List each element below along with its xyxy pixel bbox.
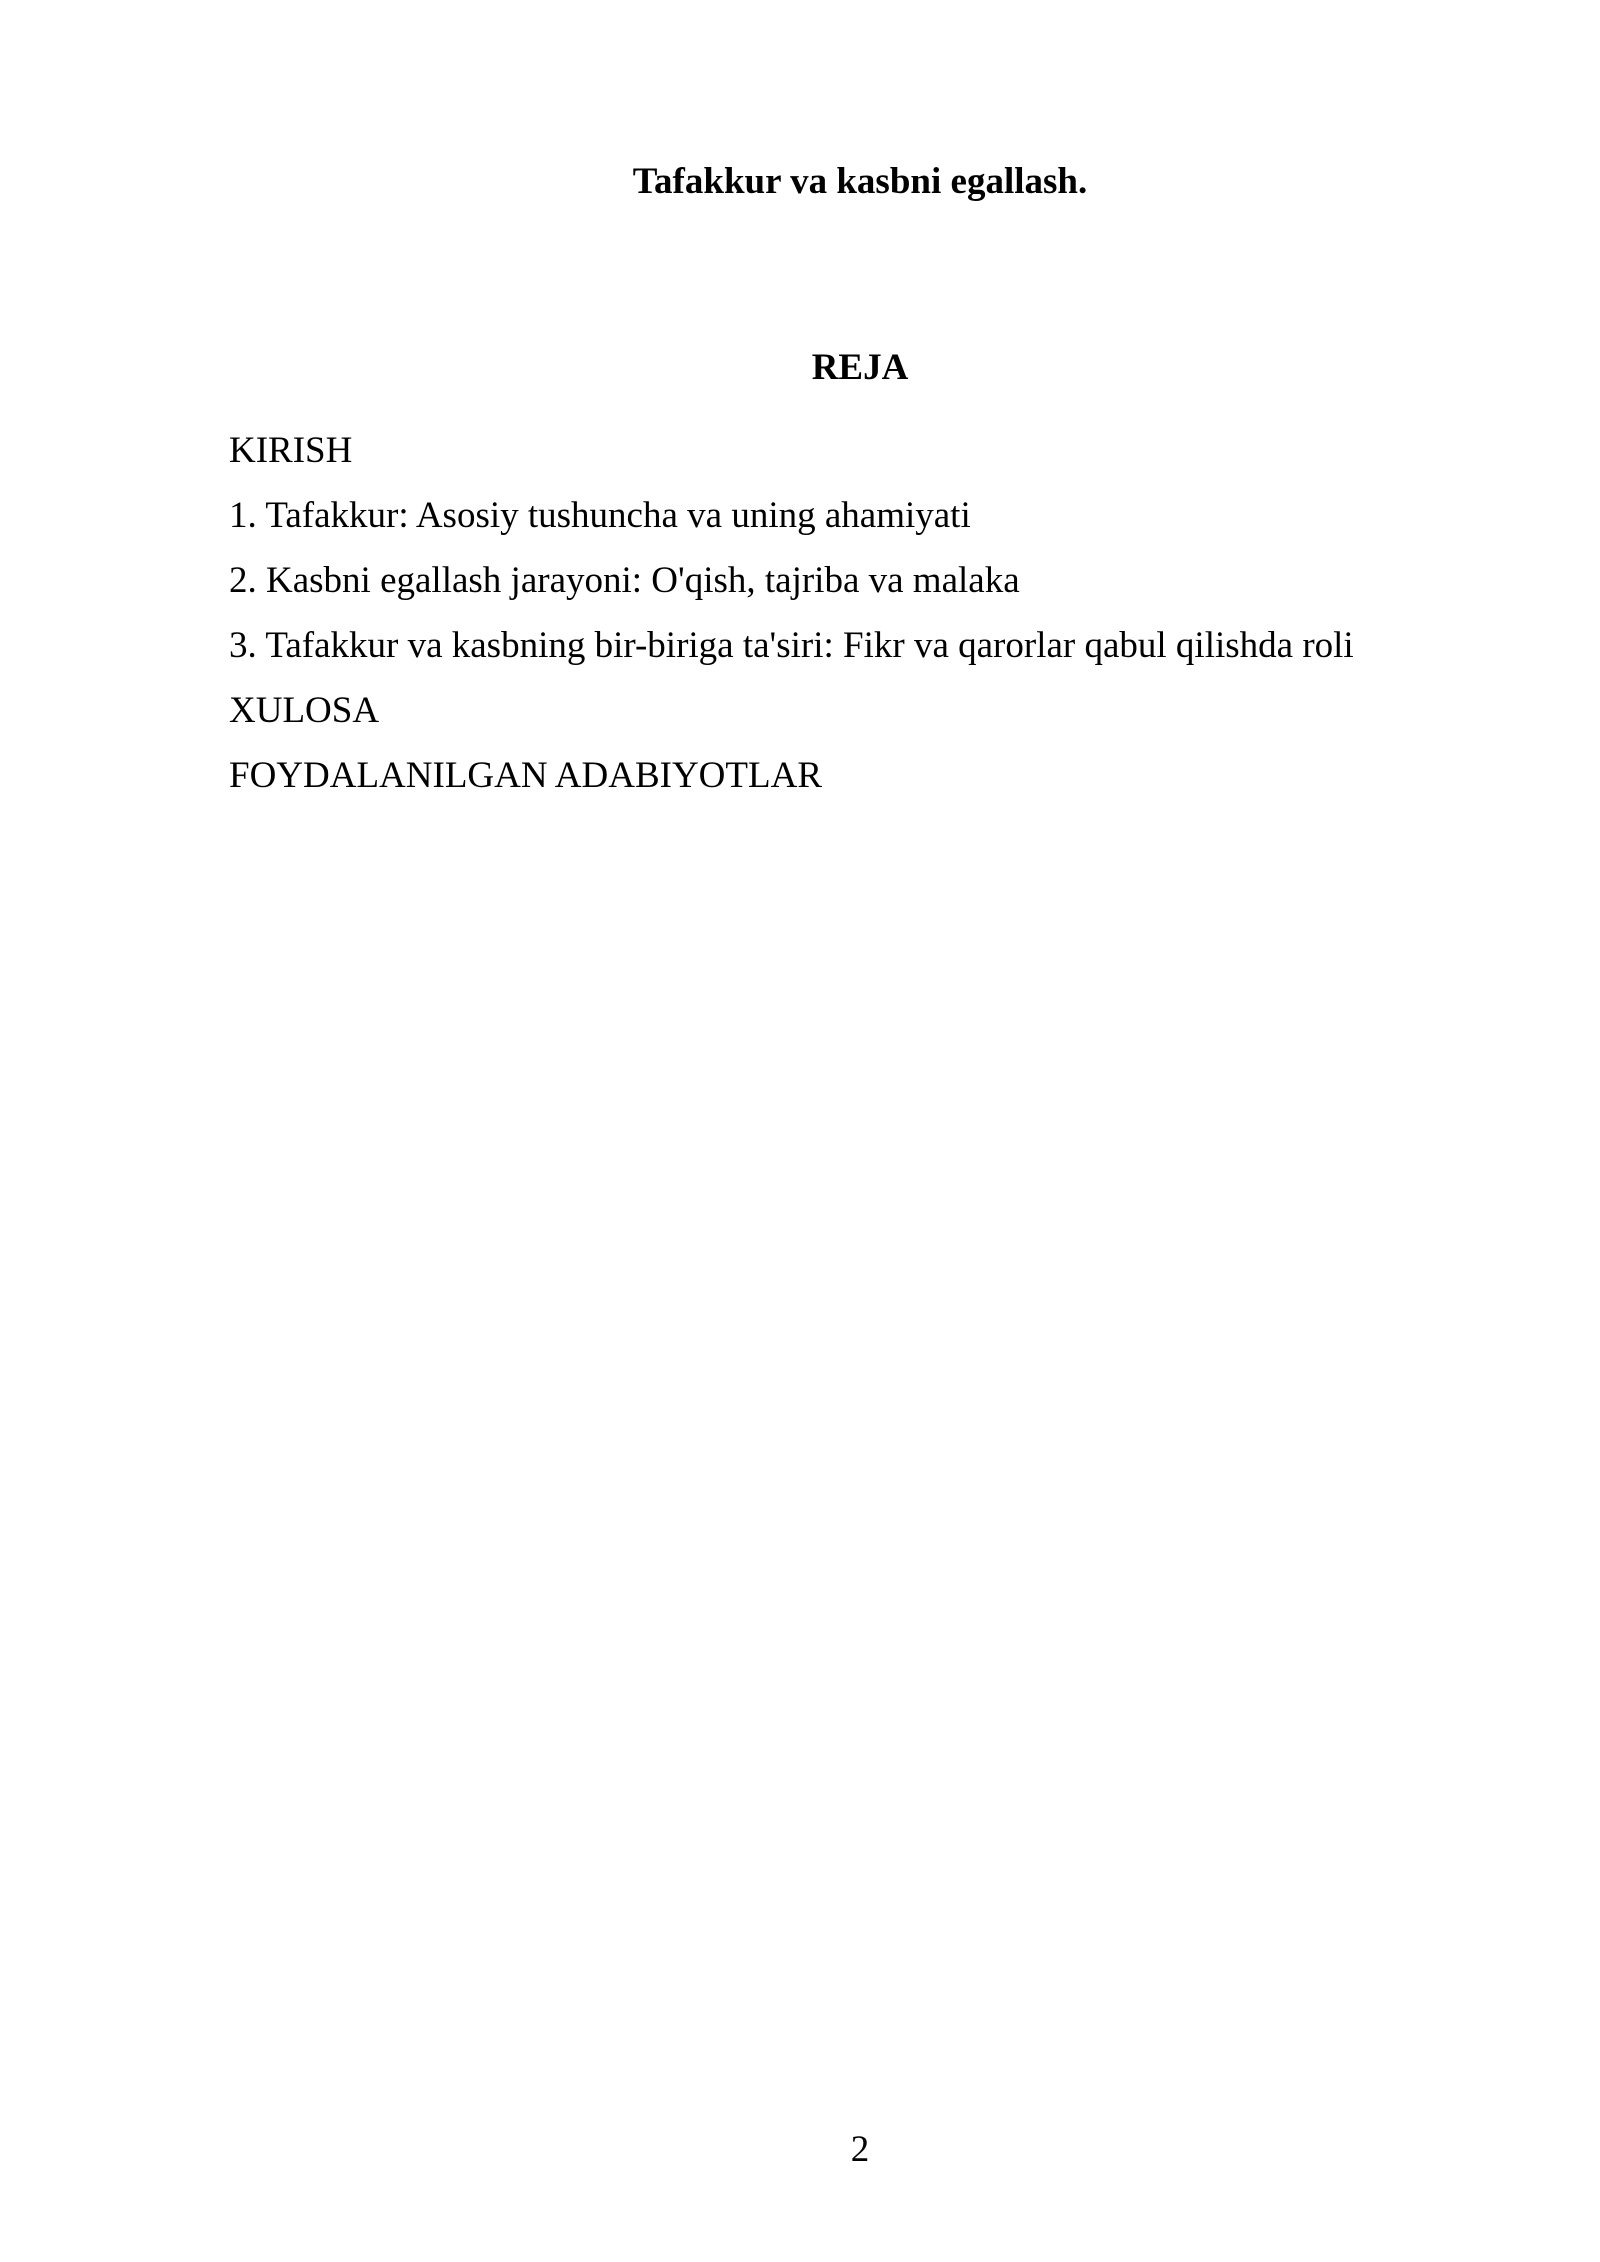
plan-heading: REJA xyxy=(811,347,909,388)
plan-list xyxy=(229,418,1354,808)
plan-item-2: 2. Kasbni egallash jarayoni: O'qish, tajriba va malaka xyxy=(229,560,1020,601)
plan-item-conclusion: XULOSA xyxy=(229,690,380,731)
page-number: 2 xyxy=(850,2129,870,2170)
plan-item-3: 3. Tafakkur va kasbning bir-biriga ta'siri: Fikr va qarorlar qabul qilishda roli xyxy=(229,625,1354,666)
plan-item-intro: KIRISH xyxy=(229,430,353,471)
document-title: Tafakkur va kasbni egallash. xyxy=(632,161,1088,202)
plan-item-references: FOYDALANILGAN ADABIYOTLAR xyxy=(229,755,822,796)
plan-item-1: 1. Tafakkur: Asosiy tushuncha va uning ahamiyati xyxy=(229,495,971,536)
